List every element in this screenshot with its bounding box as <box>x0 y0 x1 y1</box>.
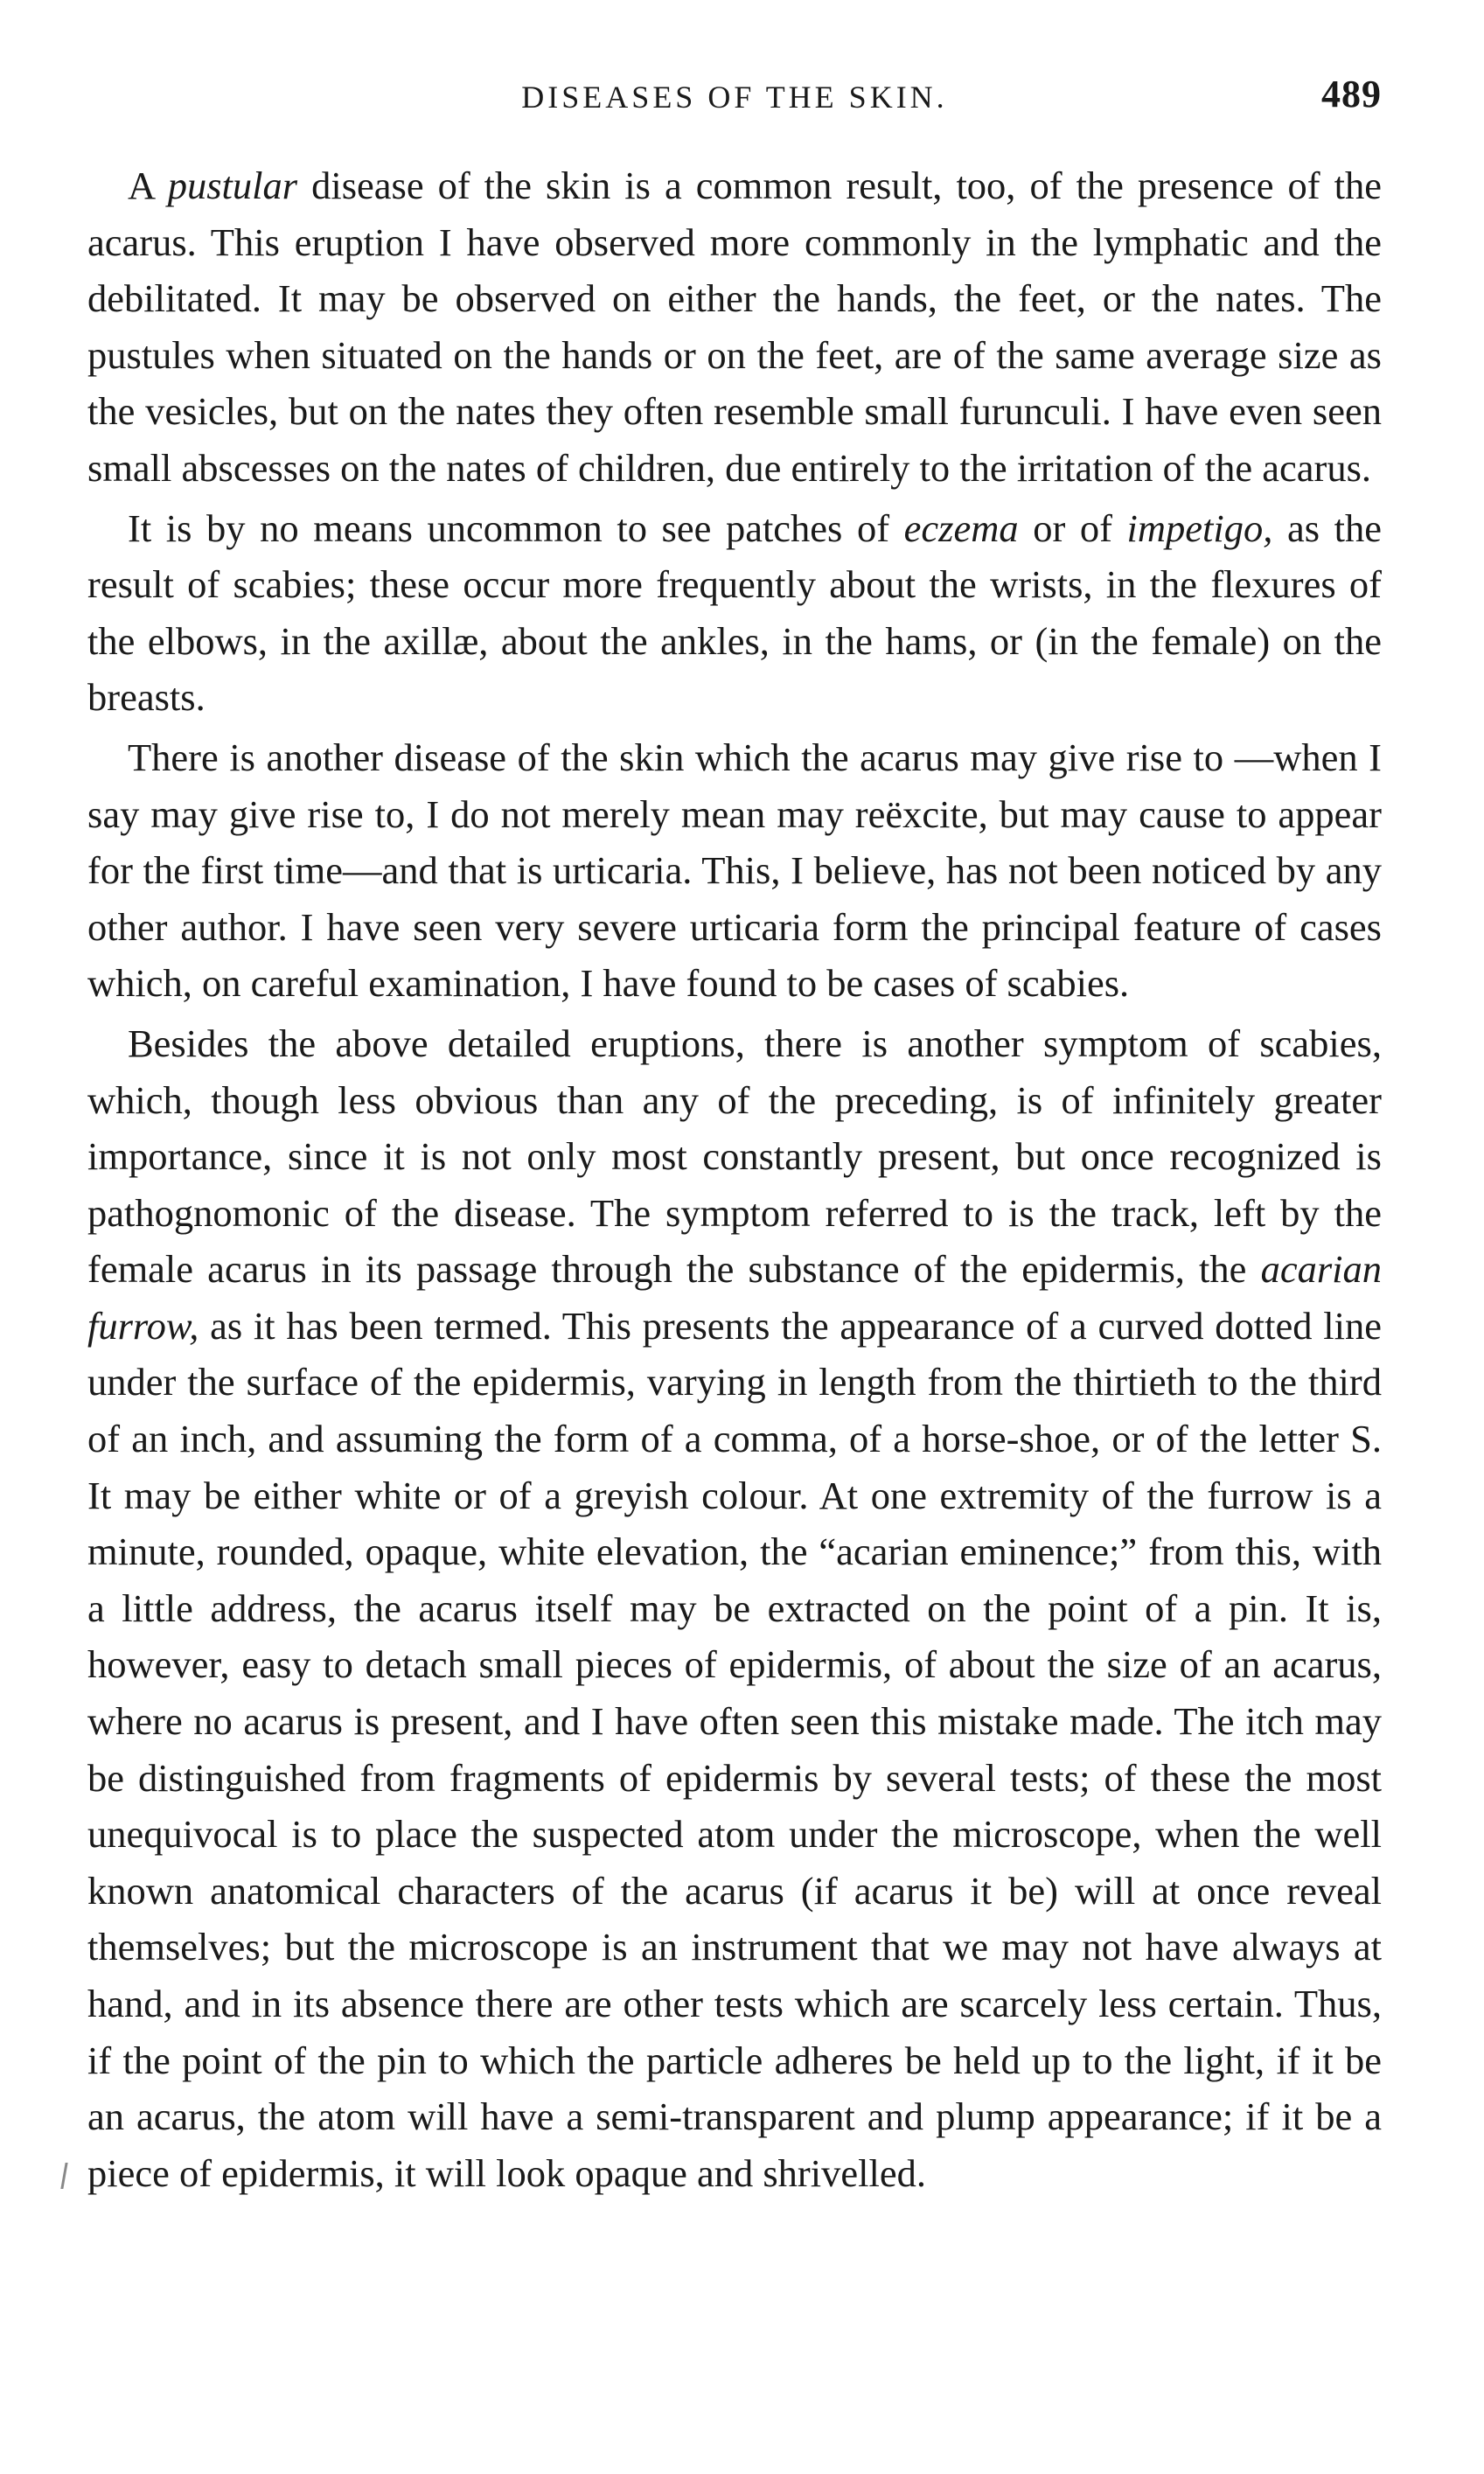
italic-term: acarian furrow, <box>87 1247 1382 1348</box>
italic-term: impetigo, <box>1126 505 1273 550</box>
paragraph-urticaria: There is another disease of the skin which the acarus may give rise to —when I say may give rise to, I do not merely mean may reëxcite, but may cause to appear for the first time—and that is urticaria. This, I believe, has not been noticed by any other author. I have seen very severe urticaria form the principal feature of cases which, on careful examination, I have found to be cases of scabies. <box>87 735 1382 1006</box>
paragraph-text: A <box>128 164 168 207</box>
paragraph-text: as the result of scabies; these occur more frequently about the wrists, in the flexures of the elbows, in the axillæ, about the ankles, in the hams, or (in the female) on the breasts. <box>87 505 1383 720</box>
paragraph-text: It is by no means uncommon to see patches of <box>128 505 904 550</box>
running-title: DISEASES OF THE SKIN. <box>521 80 948 115</box>
paragraph-text: disease of the skin is a common result, too, of the presence of the acarus. This eruption I have observed more commonly in the lymphatic and the debilitated. It may be observed on either the hands, the feet, or the nates. The pustules when situated on the hands or on the feet, are of the same average size as the vesicles, but on the nates they often resemble small furunculi. I have even seen small abscesses on the nates of children, due entirely to the irritation of the acarus. <box>87 164 1383 490</box>
paragraph-eczema <box>87 500 1382 726</box>
page-number: 489 <box>1321 73 1382 115</box>
paragraph-text: or of <box>1018 505 1127 550</box>
margin-mark <box>60 2163 67 2189</box>
paragraph-pustular <box>87 157 1382 497</box>
italic-term: pustular <box>167 164 298 207</box>
body-text <box>87 157 1382 2201</box>
running-head <box>87 72 1382 124</box>
paragraph-acarian-furrow <box>87 1015 1382 2201</box>
paragraph-text: as it has been termed. This presents the appearance of a curved dotted line under the surface of the epidermis, varying in length from the thirtieth to the third of an inch, and assuming the form of a comma, of a horse-shoe, or of the letter S. It may be either white or of a greyish colour. At one extremity of the furrow is a minute, rounded, opaque, white elevation, the “acarian eminence;” from this, with a little address, the acarus itself may be extracted on the point of a pin. It is, however, easy to detach small pieces of epidermis, of about the size of an acarus, where no acarus is present, and I have often seen this mistake made. The itch may be distinguished from fragments of epidermis by several tests; of these the most unequivocal is to place the suspected atom under the microscope, when the well known anatomical characters of the acarus (if acarus it be) will at once reveal themselves; but the microscope is an instrument that we may not have always at hand, and in its absence there are other tests which are scarcely less certain. Thus, if the point of the pin to which the particle adheres be held up to the light, if it be an acarus, the atom will have a semi-transparent and plump appearance; if it be a piece of epidermis, it will look opaque and shrivelled. <box>87 1303 1382 2195</box>
italic-term: eczema <box>903 505 1019 550</box>
paragraph-text: Besides the above detailed eruptions, there is another symptom of scabies, which, though less obvious than any of the preceding, is of infinitely greater importance, since it is not only most constantly present, but once recognized is pathognomonic of the disease. The symptom referred to is the track, left by the female acarus in its passage through the substance of the epidermis, the <box>87 1021 1382 1292</box>
